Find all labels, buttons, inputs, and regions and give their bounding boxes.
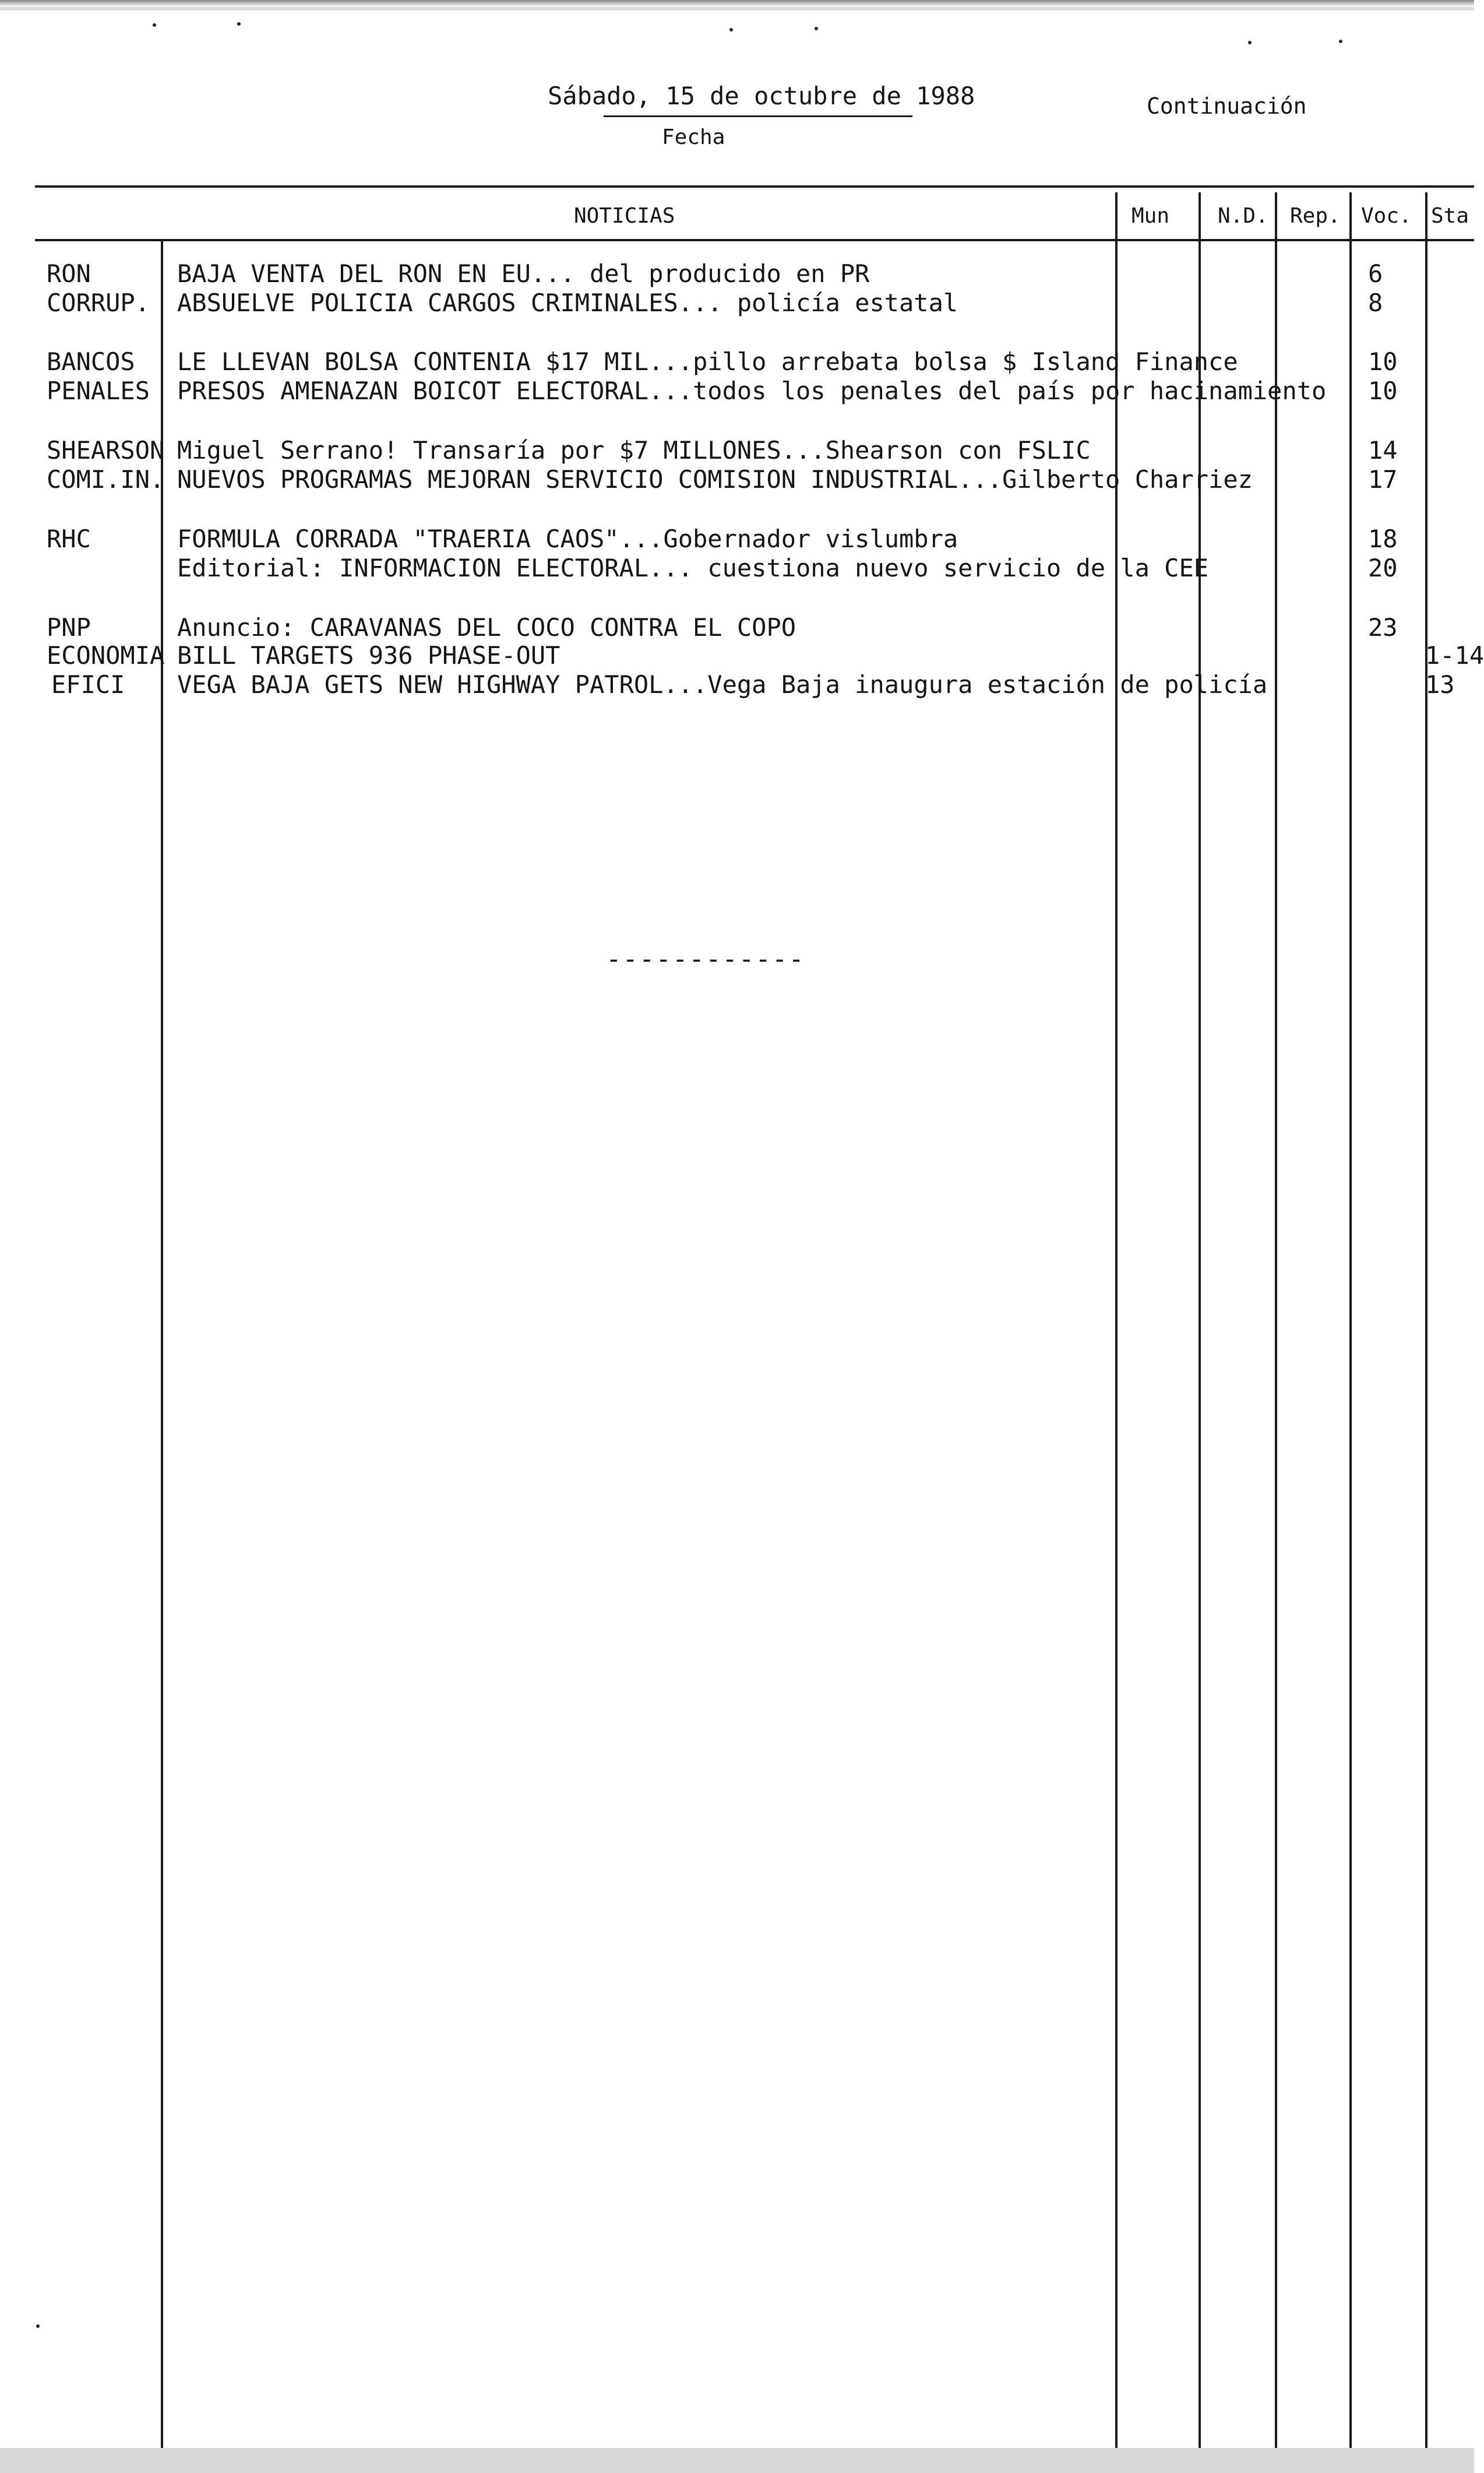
header-noticias: NOTICIAS (574, 204, 675, 228)
row-category: PENALES (47, 377, 150, 405)
speck (1339, 40, 1342, 43)
speck (36, 2324, 40, 2328)
col-divider-voc (1349, 192, 1352, 2448)
row-voc: 10 (1368, 347, 1398, 376)
scan-shadow-top (0, 7, 1474, 10)
row-category: PNP (47, 613, 91, 642)
row-headline: Editorial: INFORMACION ELECTORAL... cuestiona nuevo servicio de la CEE (177, 554, 1209, 582)
col-divider-category (161, 239, 163, 2448)
row-headline: BILL TARGETS 936 PHASE-OUT (177, 641, 561, 670)
header-voc: Voc. (1361, 204, 1412, 228)
row-category: RHC (47, 525, 91, 553)
col-divider-rep (1275, 192, 1277, 2448)
row-voc: 10 (1368, 377, 1398, 405)
row-headline: VEGA BAJA GETS NEW HIGHWAY PATROL...Vega Baja inaugura estación de policía (177, 670, 1268, 699)
row-category: BANCOS (47, 347, 135, 376)
scan-edge-top (0, 0, 1474, 7)
row-headline: ABSUELVE POLICIA CARGOS CRIMINALES... policía estatal (177, 289, 958, 317)
speck (237, 22, 241, 26)
date-underline (604, 115, 912, 117)
row-category: ECONOMIA (47, 641, 165, 670)
table-top-rule (35, 185, 1474, 188)
row-headline: BAJA VENTA DEL RON EN EU... del producido en PR (177, 259, 870, 288)
row-headline: PRESOS AMENAZAN BOICOT ELECTORAL...todos los penales del país por hacinamiento (177, 377, 1327, 405)
header-sta: Sta (1431, 204, 1469, 228)
continuation-label: Continuación (1147, 93, 1307, 119)
speck (729, 28, 733, 31)
row-headline: Anuncio: CARAVANAS DEL COCO CONTRA EL COPO (177, 613, 796, 642)
row-voc: 17 (1368, 465, 1398, 494)
row-voc: 20 (1368, 554, 1398, 582)
row-voc: 14 (1368, 436, 1398, 465)
row-headline: Miguel Serrano! Transaría por $7 MILLONES...Shearson con FSLIC (177, 436, 1091, 465)
table-header-rule (35, 239, 1474, 241)
speck (815, 27, 818, 30)
row-voc: 23 (1368, 613, 1398, 642)
speck (1248, 41, 1252, 44)
row-headline: NUEVOS PROGRAMAS MEJORAN SERVICIO COMISION INDUSTRIAL...Gilberto Charriez (177, 465, 1253, 494)
header-mun: Mun (1131, 204, 1170, 228)
row-headline: LE LLEVAN BOLSA CONTENIA $17 MIL...pillo arrebata bolsa $ Island Finance (177, 347, 1238, 376)
fecha-label: Fecha (662, 125, 725, 149)
row-sta: 13 (1425, 670, 1455, 699)
row-voc: 18 (1368, 525, 1398, 553)
scan-edge-bottom (0, 2448, 1474, 2473)
row-category: SHEARSON (47, 436, 165, 465)
row-sta: 1-14 (1425, 641, 1484, 670)
row-category: COMI.IN. (47, 465, 165, 494)
row-category: RON (47, 259, 91, 288)
header-rep: Rep. (1290, 204, 1341, 228)
col-divider-nd (1199, 192, 1201, 2448)
row-voc: 6 (1368, 259, 1383, 288)
header-nd: N.D. (1218, 204, 1268, 228)
date-text: Sábado, 15 de octubre de 1988 (548, 82, 975, 110)
end-dashes: ------------ (606, 944, 805, 974)
col-divider-sta (1425, 192, 1427, 2448)
row-headline: FORMULA CORRADA "TRAERIA CAOS"...Gobernador vislumbra (177, 525, 958, 553)
row-category: CORRUP. (47, 289, 150, 317)
col-divider-mun (1115, 192, 1118, 2448)
row-voc: 8 (1368, 289, 1383, 317)
speck (153, 23, 156, 27)
row-category: EFICI (51, 670, 125, 699)
